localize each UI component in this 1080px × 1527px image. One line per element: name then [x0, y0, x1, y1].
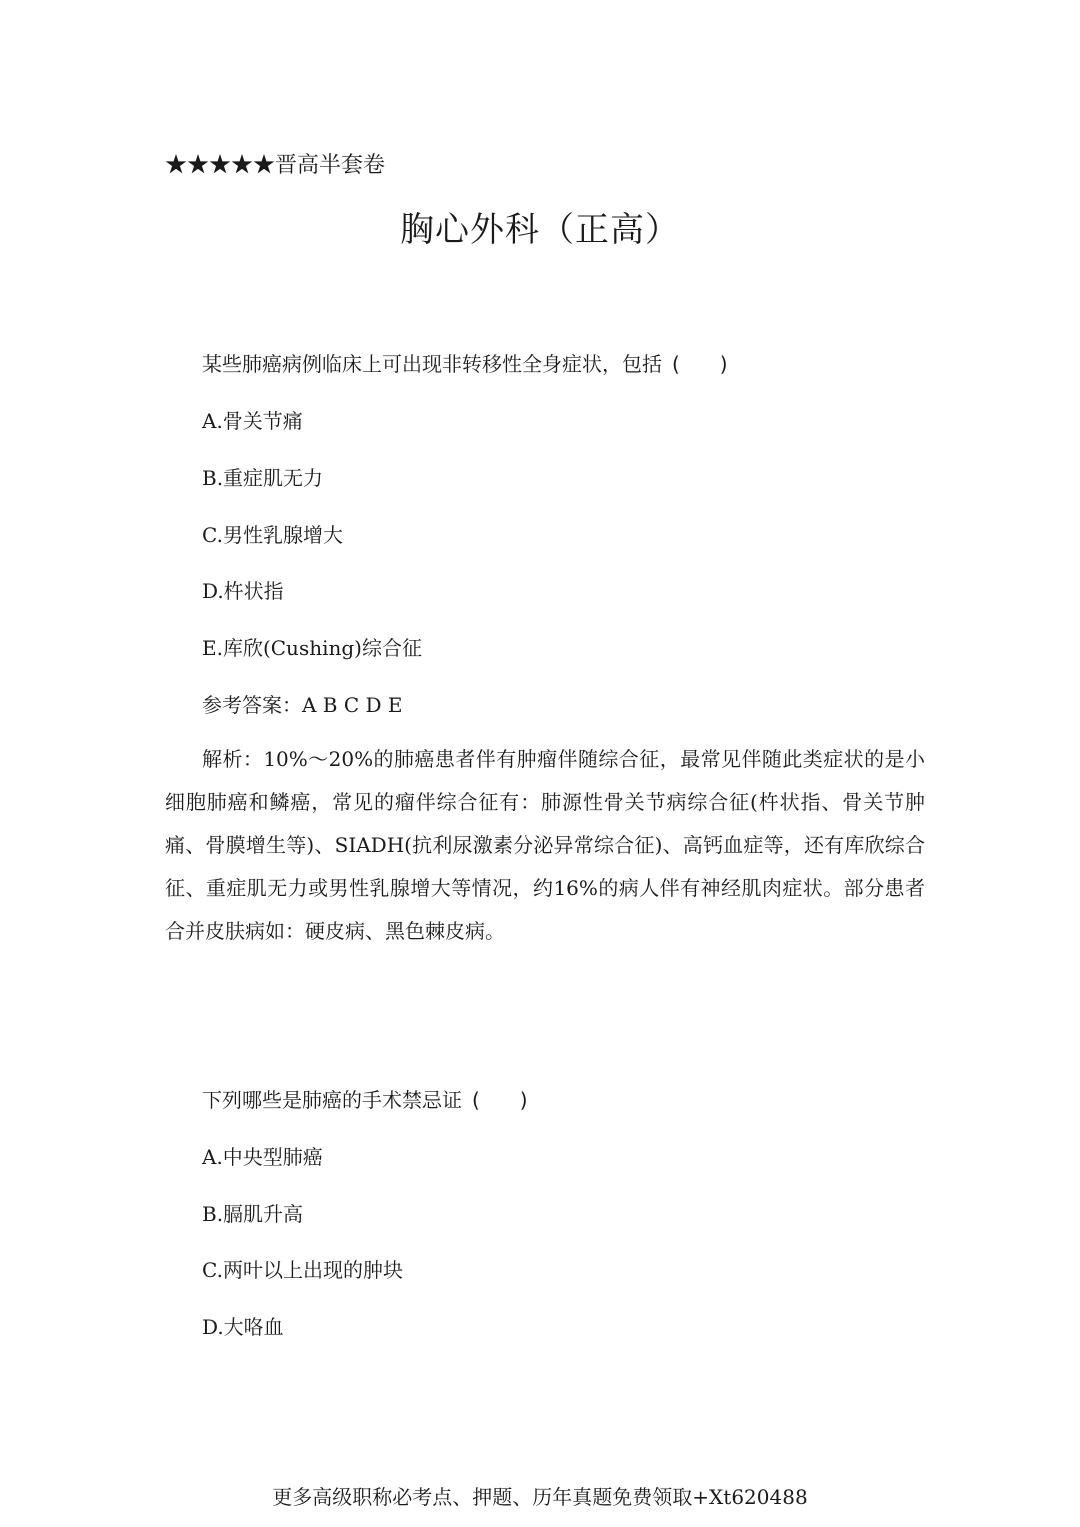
answer-blank: ( )	[672, 352, 728, 376]
analysis-text: 10%～20%的肺癌患者伴有肿瘤伴随综合征，最常见伴随此类症状的是小细胞肺癌和鳞癌，常见的瘤伴综合征有：肺源性骨关节病综合征(杵状指、骨关节肿痛、骨膜增生等)、SIADH(抗利尿激素分泌异常综合征)、高钙血症等，还有库欣综合征、重症肌无力或男性乳腺增大等情况，约16%的病人伴有神经肌肉症状。部分患者合并皮肤病如：硬皮病、黑色棘皮病。	[165, 747, 926, 943]
page-title: 胸心外科（正高）	[400, 210, 680, 250]
question-1-stem	[202, 349, 728, 379]
series-header: ★★★★★晋高半套卷	[165, 153, 386, 178]
question-2-option-d: D.大咯血	[202, 1315, 284, 1339]
question-1-option-c: C.男性乳腺增大	[202, 523, 343, 547]
question-1-analysis	[165, 738, 925, 953]
question-1-option-d: D.杵状指	[202, 579, 284, 603]
answer-blank: ( )	[472, 1088, 528, 1112]
analysis-label: 解析：	[202, 747, 264, 771]
question-stem-text: 下列哪些是肺癌的手术禁忌证	[202, 1088, 462, 1112]
question-1-answer	[202, 690, 403, 720]
question-2-stem	[202, 1085, 528, 1115]
question-2-option-c: C.两叶以上出现的肿块	[202, 1258, 403, 1282]
question-2-option-b: B.膈肌升高	[202, 1202, 304, 1226]
answer-label: 参考答案：	[202, 693, 302, 717]
answer-value: A B C D E	[302, 693, 403, 717]
question-2-option-a: A.中央型肺癌	[202, 1145, 323, 1169]
question-1-option-e: E.库欣(Cushing)综合征	[202, 636, 422, 660]
question-1-option-a: A.骨关节痛	[202, 409, 303, 433]
question-stem-text: 某些肺癌病例临床上可出现非转移性全身症状，包括	[202, 352, 662, 376]
question-1-option-b: B.重症肌无力	[202, 466, 324, 490]
promo-footer: 更多高级职称必考点、押题、历年真题免费领取+Xt620488	[272, 1485, 808, 1509]
